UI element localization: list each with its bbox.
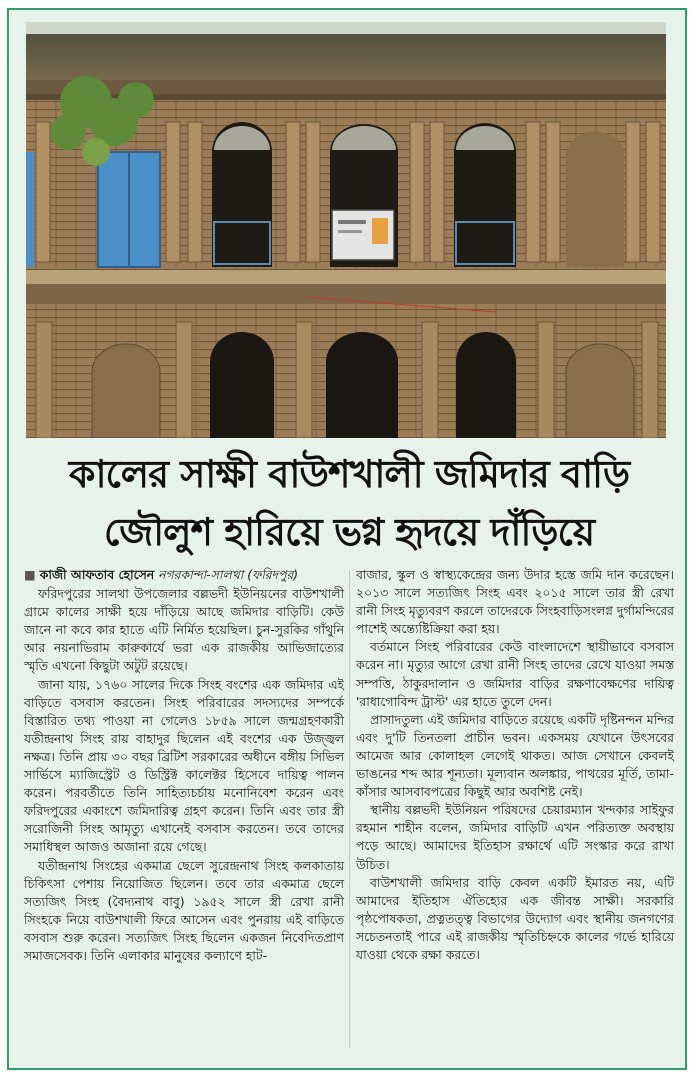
paragraph: প্রাসাদতুল্য এই জমিদার বাড়িতে রয়েছে একটি দৃষ্টিনন্দন মন্দির এবং দু'টি তিনতলা প্রাচীন ভবন। একসময় যেখানে উৎসবের আমেজ আর কোলাহল লেগেই থাকত। আজ সেখানে কেবলই ভাঙনের শব্দ আর শূন্যতা। মূল্যবান অলঙ্কার, পাথরের মূর্তি, তামা-কাঁসার আসবাবপত্রের কিছুই আর অবশিষ্ট নেই।	[356, 711, 674, 800]
paragraph: স্থানীয় বল্লভদী ইউনিয়ন পরিষদের চেয়ারম্যান খন্দকার সাইফুর রহমান শাহীন বলেন, জমিদার বাড়িটি এখন পরিত্যক্ত অবস্থায় পড়ে আছে। আমাদের ইতিহাস রক্ষার্থে এটি সংস্কার করে রাখা উচিত।	[356, 802, 674, 872]
building-illustration	[26, 22, 666, 438]
left-column	[24, 566, 344, 965]
paragraph: জানা যায়, ১৭৬০ সালের দিকে সিংহ বংশের এক জমিদার এই বাড়িতে বসবাস করতেন। সিংহ পরিবারের সদস্যদের সম্পর্কে বিস্তারিত তথ্য পাওয়া না গেলেও ১৮৫৯ সালে জন্মগ্রহণকারী যতীন্দ্রনাথ সিংহ রায় বাহাদুর ছিলেন এই বংশের এক উজ্জ্বল নক্ষত্র। তিনি প্রায় ৩০ বছর ব্রিটিশ সরকারের অধীনে বঙ্গীয় সিভিল সার্ভিসে ম্যাজিস্ট্রেট ও ডিস্ট্রিক্ট কালেক্টর হিসেবে দায়িত্ব পালন করেন। পরবর্তীতে তিনি সাহিত্যচর্চায় মনোনিবেশ করেন এবং ফরিদপুরের একাংশে জমিদারিত্ব গ্রহণ করেন। তিনি এবং তার স্ত্রী সরোজিনী সিংহ আমৃত্যু এখানেই বসবাস করতেন। তবে তাদের সমাধিস্থল আজও অজানা রয়ে গেছে।	[24, 676, 344, 855]
paragraph: বাউশখালী জমিদার বাড়ি কেবল একটি ইমারত নয়, এটি আমাদের ইতিহাস ঐতিহ্যের এক জীবন্ত সাক্ষী। সরকারি পৃষ্ঠপোষকতা, প্রত্নতত্ত্ব বিভাগের উদ্যোগ এবং স্থানীয় জনগণের সচেতনতাই পারে এই রাজকীয় স্মৃতিচিহ্নকে কালের গর্ভে হারিয়ে যাওয়া থেকে রক্ষা করতে।	[356, 874, 674, 962]
right-column	[356, 566, 674, 964]
byline-bullet: ■	[24, 567, 36, 582]
column-divider	[349, 570, 350, 1048]
headline-line-1: কালের সাক্ষী বাউশখালী জমিদার বাড়ি	[68, 452, 630, 496]
paragraph: যতীন্দ্রনাথ সিংহের একমাত্র ছেলে সুরেন্দ্রনাথ সিংহ কলকাতায় চিকিৎসা পেশায় নিয়োজিত ছিলেন। তবে তার একমাত্র ছেলে সত্যজিৎ সিংহ (বৈদ্যনাথ বাবু) ১৯৫২ সালে স্ত্রী রেখা রানী সিংহকে নিয়ে বাউশখালী ফিরে আসেন এবং পুনরায় এই বাড়িতে বসবাস শুরু করেন। সত্যজিৎ সিংহ ছিলেন একজন নিবেদিতপ্রাণ সমাজসেবক। তিনি এলাকার মানুষের কল্যাণে হাট-	[24, 857, 344, 963]
byline	[24, 566, 344, 584]
headline-line-2: জৌলুশ হারিয়ে ভগ্ন হৃদয়ে দাঁড়িয়ে	[103, 510, 595, 554]
zamindar-house-photo	[26, 22, 666, 438]
paragraph: ফরিদপুরের সালথা উপজেলার বল্লভদী ইউনিয়নের বাউশখালী গ্রামে কালের সাক্ষী হয়ে দাঁড়িয়ে আছে জমিদার বাড়িটি। কেউ জানে না কবে কার হাতে এটি নির্মিত হয়েছিল। চুন-সুরকির গাঁথুনি আর নয়নাভিরাম কারুকার্যে ভরা এক রাজকীয় আভিজাত্যের স্মৃতি এখনো কিছুটা অটুট রয়েছে।	[24, 586, 344, 674]
byline-author: কাজী আফতাব হোসেন	[39, 567, 155, 582]
paragraph: বর্তমানে সিংহ পরিবারের কেউ বাংলাদেশে স্থায়ীভাবে বসবাস করেন না। মৃত্যুর আগে রেখা রানী সিংহ তাদের রেখে যাওয়া সমস্ত সম্পত্তি, ঠাকুরদালান ও জমিদার বাড়ির রক্ষণাবেক্ষণের দায়িত্ব 'রাধাগোবিন্দ ট্রাস্ট' এর হাতে তুলে দেন।	[356, 639, 674, 709]
byline-place: নগরকান্দা-সালথা (ফরিদপুর)	[158, 567, 299, 582]
paragraph: বাজার, স্কুল ও স্বাস্থ্যকেন্দ্রের জন্য উদার হস্তে জমি দান করেছেন। ২০১৩ সালে সত্যজিৎ সিংহ এবং ২০১৫ সালে তার স্ত্রী রেখা রানী সিংহ মৃত্যুবরণ করলে তাদেরকে সিংহবাড়িসংলগ্ন দুর্গামন্দিরের পাশেই অন্ত্যেষ্টিক্রিয়া করা হয়।	[356, 567, 674, 637]
